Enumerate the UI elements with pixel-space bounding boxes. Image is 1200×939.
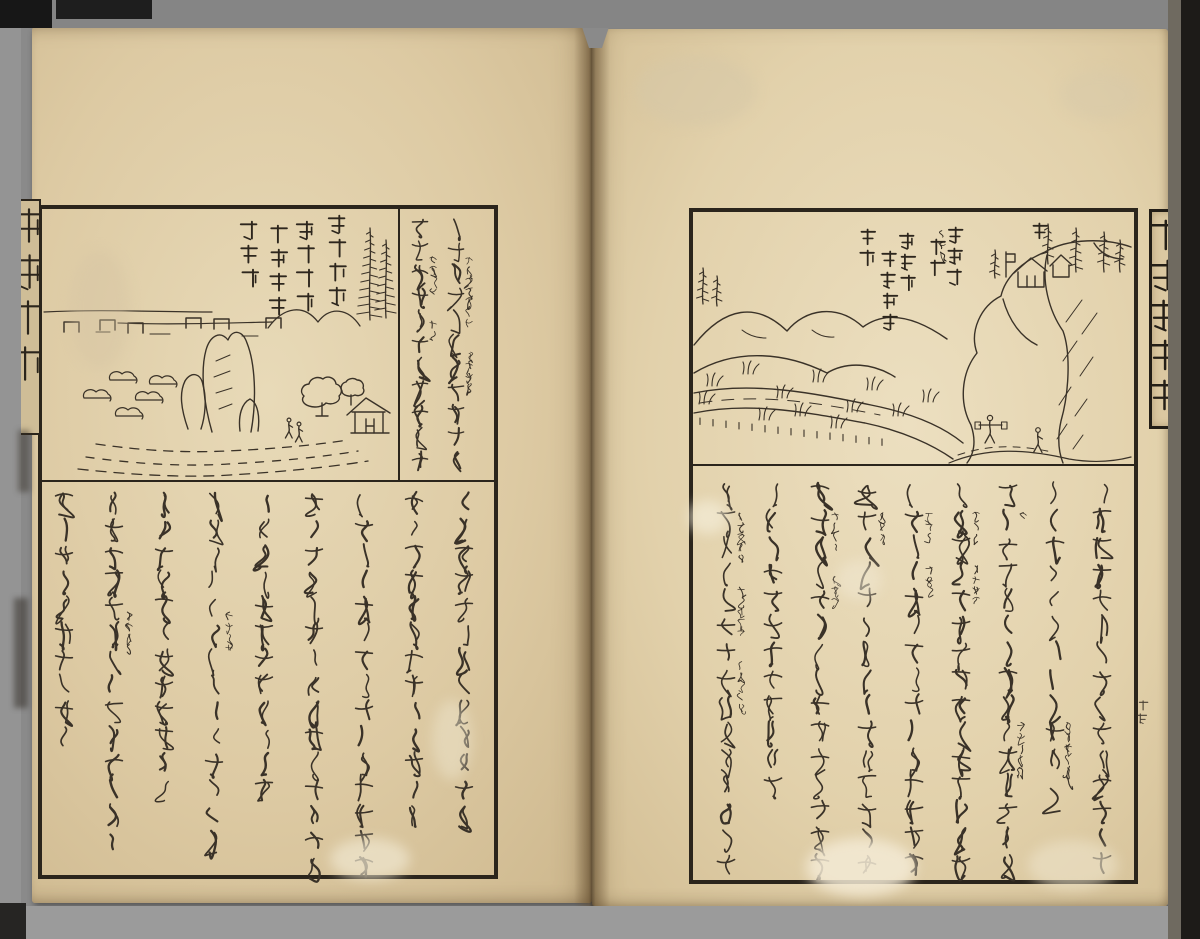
left-frame-vertical-divider xyxy=(398,209,400,482)
margin-smudge xyxy=(14,598,28,708)
dark-corner-patch xyxy=(0,903,26,939)
scanner-edge-left xyxy=(0,0,21,939)
book-edge-shadow xyxy=(1168,0,1181,939)
right-print-frame xyxy=(689,208,1138,884)
dark-corner-patch xyxy=(56,0,152,19)
margin-smudge xyxy=(18,430,30,492)
title-slip-partial xyxy=(21,199,41,435)
left-print-frame xyxy=(38,205,498,879)
left-frame-horizontal-divider xyxy=(42,480,494,482)
scanner-edge-right xyxy=(1181,0,1200,939)
dark-corner-patch xyxy=(0,0,52,28)
title-slip xyxy=(1149,209,1187,429)
scanner-edge-top xyxy=(0,0,1200,28)
scanner-edge-bottom xyxy=(0,906,1200,939)
right-frame-horizontal-divider xyxy=(693,464,1134,466)
